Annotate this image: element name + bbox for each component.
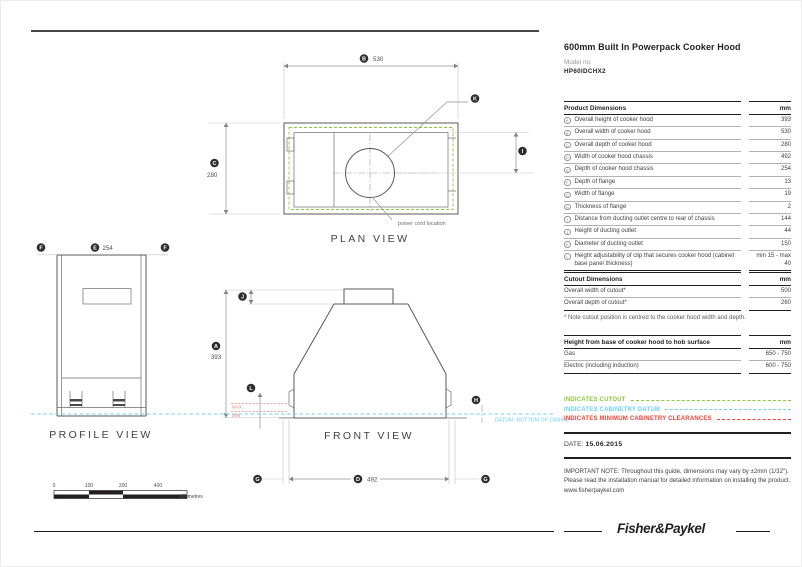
scale-tick-0: 0 bbox=[52, 483, 56, 489]
row-value: 19 bbox=[749, 189, 791, 201]
legend-label: INDICATES MINIMUM CABINETRY CLEARANCES bbox=[564, 416, 712, 423]
row-label: Depth of cooker hood chassis bbox=[574, 166, 654, 173]
row-value: 150 bbox=[749, 239, 791, 251]
scale-tick-100: 100 bbox=[84, 483, 94, 489]
row-key-badge: F bbox=[564, 179, 571, 186]
table-header bbox=[564, 272, 791, 286]
plan-depth-dim-label: 280 bbox=[207, 172, 218, 179]
datum-line bbox=[31, 414, 573, 424]
row-value: 144 bbox=[749, 214, 791, 226]
footer-rule-right bbox=[736, 531, 770, 532]
legend-item-datum bbox=[564, 407, 791, 413]
row-key-badge: J bbox=[564, 229, 571, 236]
marker-L-letter: L bbox=[249, 386, 253, 393]
row-key-badge: D bbox=[565, 155, 569, 161]
row-value: 280 bbox=[749, 140, 791, 152]
plan-dim-depth bbox=[207, 123, 280, 214]
table-row bbox=[564, 177, 791, 189]
marker-F-right-letter: F bbox=[163, 245, 167, 252]
legend-label: INDICATES CABINETRY DATUM bbox=[564, 406, 661, 413]
table-row bbox=[564, 349, 791, 361]
legend-item-cutout bbox=[564, 397, 791, 403]
legend bbox=[564, 397, 791, 426]
marker-I-letter: I bbox=[521, 149, 524, 156]
hob-height-table bbox=[564, 335, 791, 374]
product-dimensions-table bbox=[564, 101, 791, 271]
marker-D-letter: D bbox=[356, 477, 360, 484]
front-dim-height bbox=[211, 290, 344, 418]
table-row bbox=[564, 226, 791, 238]
plan-ducting-outlet bbox=[333, 134, 435, 211]
max-label: MAX bbox=[232, 404, 242, 410]
table-title: Height from base of cooker hood to hob surface bbox=[564, 335, 741, 349]
profile-clips bbox=[70, 391, 125, 408]
legend-dash-swatch bbox=[717, 419, 791, 420]
table-header bbox=[564, 101, 791, 115]
row-key-badge: K bbox=[565, 242, 569, 248]
table-row bbox=[564, 202, 791, 214]
marker-H-letter: H bbox=[474, 398, 478, 405]
table-row bbox=[564, 239, 791, 251]
row-label: Width of flange bbox=[574, 191, 615, 198]
marker-C-letter: C bbox=[212, 161, 217, 168]
table-row bbox=[564, 115, 791, 127]
table-row bbox=[564, 140, 791, 152]
table-header bbox=[564, 335, 791, 349]
row-label: Distance from ducting outlet centre to rear of chassis bbox=[574, 216, 715, 222]
footer-rule-left bbox=[564, 531, 602, 532]
table-title: Cutout Dimensions bbox=[564, 272, 741, 286]
date-value: 15.06.2015 bbox=[585, 441, 623, 448]
legend-dash-swatch bbox=[665, 409, 791, 410]
profile-dims bbox=[37, 243, 170, 255]
row-key-badge: L bbox=[564, 253, 571, 260]
row-label: Overall width of cooker hood bbox=[574, 129, 651, 136]
row-value: 260 bbox=[749, 298, 791, 310]
row-label: Thickness of flange bbox=[574, 203, 627, 210]
table-row bbox=[564, 298, 791, 310]
important-note: IMPORTANT NOTE: Throughout this guide, dimensions may vary by ±2mm (1/32"). Please read the installation manual for detailed information on installing the product. www.fisherpaykel.com bbox=[564, 468, 791, 494]
table-row bbox=[564, 164, 791, 176]
date-line bbox=[564, 441, 791, 448]
legend-label: INDICATES CUTOUT bbox=[564, 397, 626, 403]
datum-label: DATUM: BOTTOM OF CABINET bbox=[495, 417, 573, 424]
front-height-dim-label: 393 bbox=[210, 354, 222, 361]
brand-logo: Fisher&Paykel bbox=[617, 521, 705, 536]
cutout-dimensions-table bbox=[564, 272, 791, 323]
front-width-dim-label: 492 bbox=[367, 476, 378, 484]
row-value: 393 bbox=[749, 115, 791, 127]
row-label: Electric (including induction) bbox=[564, 363, 639, 370]
page-title: 600mm Built In Powerpack Cooker Hood bbox=[564, 42, 741, 52]
marker-F-left-letter: F bbox=[39, 245, 43, 252]
divider bbox=[564, 457, 791, 459]
marker-B-letter: B bbox=[362, 56, 366, 63]
min-label: MIN bbox=[232, 413, 241, 418]
row-label: Depth of flange bbox=[574, 178, 616, 185]
row-value: 530 bbox=[749, 127, 791, 139]
table-row bbox=[564, 214, 791, 226]
row-value: 600 - 750 bbox=[749, 361, 791, 373]
model-label: Model no: bbox=[564, 59, 592, 66]
table-row bbox=[564, 361, 791, 373]
scale-unit-label: Millimetres bbox=[179, 494, 203, 500]
row-label: Diameter of ducting outlet bbox=[574, 240, 643, 247]
plan-outlet-callout bbox=[387, 94, 479, 157]
plan-outline bbox=[284, 123, 458, 214]
row-value: min 15 - max 40 bbox=[749, 251, 791, 271]
scale-tick-400: 400 bbox=[153, 483, 163, 489]
marker-K-letter: K bbox=[473, 96, 477, 103]
date-label: DATE: bbox=[564, 441, 584, 448]
row-key-badge: C bbox=[565, 142, 569, 148]
front-clip-adjust bbox=[231, 384, 289, 429]
row-value: 492 bbox=[749, 152, 791, 164]
row-value: 13 bbox=[749, 177, 791, 189]
plan-width-dim-label: 530 bbox=[373, 56, 384, 63]
row-label: Overall height of cooker hood bbox=[574, 116, 653, 123]
table-row bbox=[564, 127, 791, 139]
row-label: Gas bbox=[564, 350, 576, 357]
profile-view-title: PROFILE VIEW bbox=[49, 429, 153, 441]
marker-G-right-letter: G bbox=[483, 477, 488, 484]
marker-E-letter: E bbox=[93, 245, 97, 252]
table-unit: mm bbox=[749, 101, 791, 115]
row-label: Overall depth of cooker hood bbox=[574, 141, 652, 148]
profile-view bbox=[37, 243, 170, 441]
row-key-badge: G bbox=[565, 192, 569, 198]
table-row bbox=[564, 286, 791, 298]
row-key-badge: E bbox=[565, 167, 569, 173]
model-number: HP60IDCHX2 bbox=[564, 68, 606, 75]
row-value: 2 bbox=[749, 202, 791, 214]
scale-bar bbox=[53, 483, 204, 500]
scale-tick-200: 200 bbox=[118, 483, 128, 489]
plan-dim-outlet-centre bbox=[396, 133, 534, 174]
row-label: Height adjustability of clip that secures cooker hood (cabinet base panel thickness) bbox=[574, 253, 735, 267]
row-key-badge: B bbox=[565, 130, 569, 136]
row-label: Height of ducting outlet bbox=[574, 228, 636, 235]
table-row bbox=[564, 189, 791, 201]
cutout-note: * Note cutout position is centred to the cooker hood width and depth. bbox=[564, 314, 746, 321]
front-flange-thickness bbox=[472, 396, 482, 423]
row-value: 500 bbox=[749, 286, 791, 298]
front-outline bbox=[279, 289, 467, 418]
power-cord-label: power cord location bbox=[398, 221, 446, 227]
table-row bbox=[564, 152, 791, 164]
plan-dim-width bbox=[284, 54, 458, 119]
profile-depth-dim-label: 254 bbox=[102, 245, 113, 252]
legend-item-clearances bbox=[564, 416, 791, 422]
row-label: Overall depth of cutout* bbox=[564, 300, 627, 307]
row-value: 44 bbox=[749, 226, 791, 238]
table-title: Product Dimensions bbox=[564, 101, 741, 115]
row-key-badge: I bbox=[564, 216, 571, 223]
marker-A-letter: A bbox=[214, 344, 218, 351]
front-dim-outlet-height bbox=[238, 290, 334, 304]
front-view-title: FRONT VIEW bbox=[324, 430, 414, 442]
table-unit: mm bbox=[749, 335, 791, 349]
table-unit: mm bbox=[749, 272, 791, 286]
marker-G-left-letter: G bbox=[255, 477, 260, 484]
plan-power-cord-callout bbox=[372, 197, 446, 227]
row-value: 650 - 750 bbox=[749, 349, 791, 361]
plan-view-title: PLAN VIEW bbox=[330, 233, 410, 245]
row-key-badge: H bbox=[565, 204, 569, 210]
table-row bbox=[564, 251, 791, 271]
row-label: Width of cooker hood chassis bbox=[574, 154, 653, 161]
row-label: Overall width of cutout* bbox=[564, 287, 626, 294]
marker-J-letter: J bbox=[240, 294, 245, 301]
plan-view bbox=[207, 54, 534, 245]
row-value: 254 bbox=[749, 164, 791, 176]
legend-dash-swatch bbox=[631, 400, 791, 401]
footer-rule-long bbox=[34, 531, 554, 532]
row-key-badge: A bbox=[565, 118, 569, 124]
divider bbox=[564, 432, 791, 434]
